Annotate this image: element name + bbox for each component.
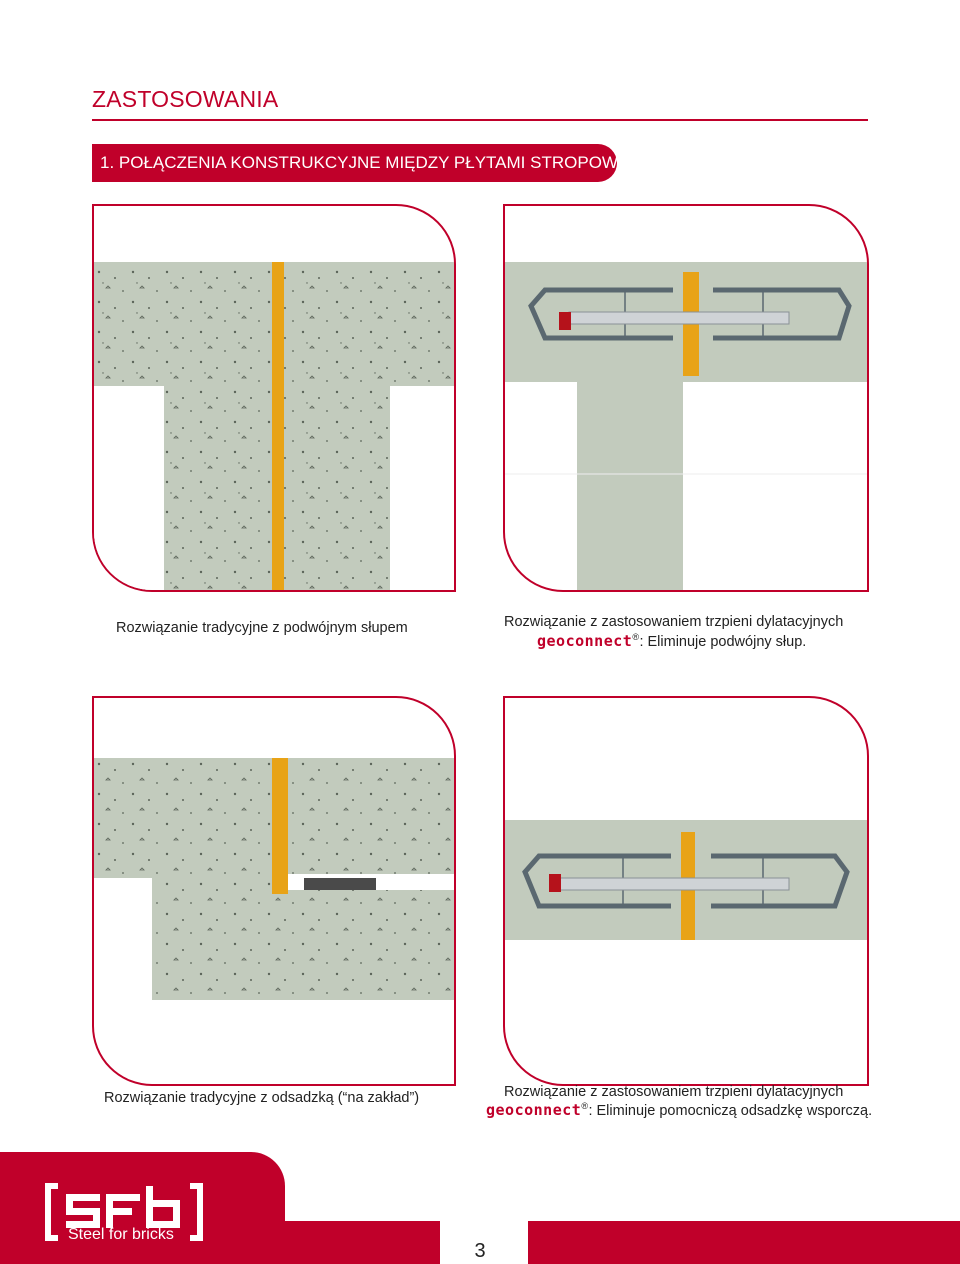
logo-tagline: Steel for bricks bbox=[68, 1226, 174, 1243]
geoconnect-column-drawing bbox=[505, 206, 869, 592]
caption-geoconnect-2-line1: Rozwiązanie z zastosowaniem trzpieni dylatacyjnych bbox=[504, 1084, 844, 1100]
dowel-cap bbox=[549, 874, 561, 892]
slab-left bbox=[94, 758, 274, 878]
caption-geoconnect-1-line2 bbox=[537, 632, 806, 650]
diagram-geoconnect-slab bbox=[503, 696, 869, 1086]
caption-geoconnect-2-line2 bbox=[486, 1101, 872, 1119]
geoconnect-brand: geoconnect bbox=[537, 632, 633, 650]
diagram-geoconnect-column bbox=[503, 204, 869, 592]
slab-right bbox=[288, 758, 456, 874]
page-number: 3 bbox=[474, 1240, 486, 1262]
corbel-support bbox=[152, 890, 456, 1000]
geoconnect-slab-drawing bbox=[505, 698, 869, 1086]
geoconnect-brand-2: geoconnect bbox=[486, 1101, 582, 1119]
expansion-joint bbox=[272, 758, 288, 894]
bearing-pad bbox=[304, 878, 376, 890]
logo-bracket-right bbox=[190, 1186, 200, 1238]
diagram-corbel bbox=[92, 696, 456, 1086]
caption-geoconnect-1-line1: Rozwiązanie z zastosowaniem trzpieni dylatacyjnych bbox=[504, 614, 844, 630]
heading-rule bbox=[92, 119, 868, 121]
diagram-double-column bbox=[92, 204, 456, 592]
corbel-drawing bbox=[94, 698, 456, 1086]
section-title: 1. POŁĄCZENIA KONSTRUKCYJNE MIĘDZY PŁYTAMI STROPOWYMI bbox=[100, 153, 649, 172]
page-heading: ZASTOSOWANIA bbox=[92, 86, 279, 112]
column bbox=[577, 382, 683, 592]
dowel-bar bbox=[569, 312, 789, 324]
caption-corbel: Rozwiązanie tradycyjne z odsadzką (“na zakład”) bbox=[104, 1090, 420, 1106]
caption-geoconnect-2-benefit: : Eliminuje pomocniczą odsadzkę wsporczą. bbox=[588, 1103, 873, 1119]
void-right bbox=[390, 386, 456, 592]
registered-mark-2: ® bbox=[581, 1101, 589, 1111]
caption-double-column: Rozwiązanie tradycyjne z podwójnym słupem bbox=[116, 620, 408, 636]
logo-bracket-left bbox=[48, 1186, 58, 1238]
caption-geoconnect-1-benefit: : Eliminuje podwójny słup. bbox=[639, 634, 807, 650]
registered-mark: ® bbox=[632, 632, 640, 642]
dowel-bar bbox=[559, 878, 789, 890]
expansion-joint bbox=[272, 262, 284, 592]
void-left bbox=[94, 386, 164, 592]
dowel-cap bbox=[559, 312, 571, 330]
double-column-drawing bbox=[94, 206, 456, 592]
